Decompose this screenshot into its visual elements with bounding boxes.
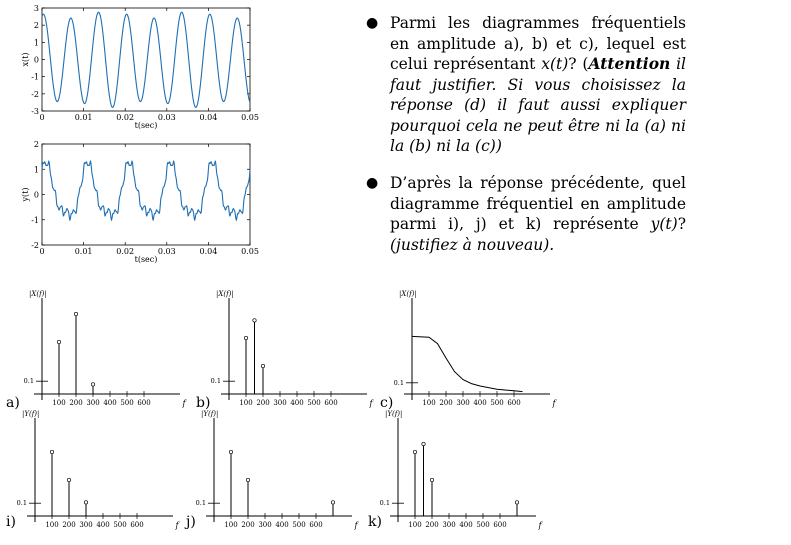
xt-xlabel: t(sec) [134, 121, 158, 130]
panel-b-xtick-label: 100 [239, 399, 253, 407]
panel-k-stem-head [413, 450, 416, 453]
yt-xtick-label: 0.04 [199, 247, 218, 256]
panel-c-xtick-label: 400 [473, 399, 487, 407]
panel-c-xtick-label: 500 [490, 399, 504, 407]
panel-j-xtick-label: 300 [258, 521, 272, 529]
panel-i-stem-head [84, 501, 87, 504]
panel-i-xtick-label: 200 [62, 521, 76, 529]
panel-j-ylabel: |Y(f)| [201, 410, 219, 418]
panel-c-curve [412, 336, 523, 391]
panel-a-stem-head [57, 340, 60, 343]
panel-a-xtick-label: 300 [86, 399, 100, 407]
yt-xtick-label: 0 [39, 247, 45, 256]
panel-a-xtick-label: 600 [137, 399, 151, 407]
q1-text-c: il faut justifier. Si vous choisissez la réponse (d) il faut aussi expliquer pourquoi cela ne peut être ni la (a) ni la (b) ni la (c)) [390, 55, 686, 155]
xt-signal-line [42, 12, 250, 107]
panel-c-ylabel: |X(f)| [399, 290, 417, 298]
panel-k [368, 410, 544, 530]
panel-k-xtick-label: 300 [442, 521, 456, 529]
panel-i-ref-label: 0.1 [16, 499, 27, 508]
panel-k-stem-head [422, 442, 425, 445]
yt-xtick-label: 0.03 [157, 247, 176, 256]
panel-b-xlabel: f [369, 399, 373, 408]
xt-ylabel: x(t) [21, 52, 30, 67]
panel-i-stem-head [67, 478, 70, 481]
panel-b-ref-label: 0.1 [210, 377, 221, 386]
panel-a-xtick-label: 200 [69, 399, 83, 407]
panel-a-xtick-label: 100 [52, 399, 66, 407]
panel-a-stem-head [74, 312, 77, 315]
panel-c-xlabel: f [552, 399, 556, 408]
panel-i-label: i) [6, 514, 16, 530]
q2-text-b: ? [677, 215, 686, 233]
panel-b-stem-head [244, 336, 247, 339]
panel-j-stem-head [246, 478, 249, 481]
q2-text-c: (justifiez à nouveau). [390, 235, 555, 254]
panel-b [196, 290, 375, 411]
q1-text-b: ? ( [568, 55, 589, 73]
q1-text-a: Parmi les diagrammes fréquentiels en amplitude a), b) et c), lequel est celui représentant [390, 14, 686, 73]
panel-j-stem-head [331, 501, 334, 504]
xt-ytick-label: 2 [33, 21, 39, 31]
xt-ytick-label: 3 [33, 4, 39, 13]
yt-ytick-label: -1 [31, 215, 39, 225]
xt-xtick-label: 0.03 [157, 113, 176, 122]
panel-i-xtick-label: 400 [96, 521, 110, 529]
panel-i-xtick-label: 100 [45, 521, 59, 529]
yt-ytick-label: 2 [33, 140, 39, 149]
q1-attention: Attention [588, 54, 671, 73]
xt-plot [21, 4, 259, 130]
panel-j-xtick-label: 400 [275, 521, 289, 529]
panel-b-stem-head [253, 319, 256, 322]
xt-ytick-label: -2 [31, 89, 39, 99]
xt-xtick-label: 0 [39, 113, 45, 122]
panel-k-xtick-label: 100 [408, 521, 422, 529]
yt-ytick-label: 1 [33, 165, 39, 175]
panel-a-ylabel: |X(f)| [29, 290, 47, 298]
xt-xtick-label: 0.04 [199, 113, 218, 122]
panel-i-xtick-label: 300 [79, 521, 93, 529]
panel-a [6, 290, 188, 411]
yt-xlabel: t(sec) [134, 255, 158, 264]
panel-i [6, 410, 181, 530]
panel-a-label: a) [6, 395, 20, 411]
panel-i-ylabel: |Y(f)| [22, 410, 40, 418]
bullet-icon: ● [366, 175, 379, 191]
panel-i-stem-head [50, 450, 53, 453]
panel-b-ylabel: |X(f)| [216, 290, 234, 298]
panel-i-xlabel: f [175, 521, 179, 530]
panel-a-xlabel: f [182, 399, 186, 408]
question-2 [368, 173, 686, 255]
panel-a-ref-label: 0.1 [23, 377, 34, 386]
yt-xtick-label: 0.05 [241, 247, 259, 256]
bullet-icon: ● [366, 15, 379, 31]
panel-j [184, 410, 360, 530]
panel-j-label: j) [186, 514, 196, 530]
panel-c-ref-label: 0.1 [393, 378, 404, 387]
xt-ytick-label: 1 [33, 38, 39, 48]
panel-k-stem-head [515, 501, 518, 504]
panel-i-xtick-label: 500 [113, 521, 127, 529]
panel-k-xlabel: f [538, 521, 542, 530]
panel-j-xtick-label: 500 [292, 521, 306, 529]
xt-ytick-label: -3 [31, 107, 39, 116]
panel-a-xtick-label: 500 [120, 399, 134, 407]
panel-k-ylabel: |Y(f)| [385, 410, 403, 418]
panel-k-xtick-label: 500 [476, 521, 490, 529]
question-1 [368, 13, 686, 157]
q1-math: x(t) [541, 55, 569, 73]
panel-b-xtick-label: 500 [307, 399, 321, 407]
xt-xtick-label: 0.02 [116, 113, 135, 122]
panel-k-label: k) [368, 514, 382, 530]
panel-k-stem-head [430, 478, 433, 481]
yt-xtick-label: 0.01 [74, 247, 93, 256]
yt-axes-frame [42, 144, 250, 245]
panel-i-xtick-label: 600 [130, 521, 144, 529]
xt-ytick-label: 0 [33, 55, 39, 65]
panel-k-ref-label: 0.1 [379, 499, 390, 508]
panel-j-xlabel: f [354, 521, 358, 530]
panel-c-xtick-label: 600 [507, 399, 521, 407]
panel-b-xtick-label: 200 [256, 399, 270, 407]
panel-c-xtick-label: 300 [456, 399, 470, 407]
panel-k-xtick-label: 400 [459, 521, 473, 529]
yt-signal-line [42, 161, 250, 220]
panel-b-xtick-label: 300 [273, 399, 287, 407]
panel-b-label: b) [196, 395, 211, 411]
xt-xtick-label: 0.05 [241, 113, 259, 122]
yt-xtick-label: 0.02 [116, 247, 135, 256]
yt-ytick-label: -2 [31, 241, 39, 250]
panel-j-xtick-label: 600 [309, 521, 323, 529]
panel-j-xtick-label: 100 [224, 521, 238, 529]
yt-plot [21, 140, 259, 264]
panel-b-xtick-label: 400 [290, 399, 304, 407]
panel-j-stem-head [229, 450, 232, 453]
panel-b-xtick-label: 600 [324, 399, 338, 407]
panel-c [380, 290, 558, 411]
panel-b-stem-head [261, 364, 264, 367]
panel-c-label: c) [380, 395, 394, 411]
panel-a-stem-head [91, 383, 94, 386]
panel-k-xtick-label: 200 [425, 521, 439, 529]
yt-ylabel: y(t) [21, 187, 30, 202]
xt-ytick-label: -1 [31, 72, 39, 82]
q2-text-a: D’après la réponse précédente, quel diagramme fréquentiel en amplitude parmi i), j) et k) représente [390, 174, 686, 233]
q2-math: y(t) [650, 215, 678, 233]
yt-ytick-label: 0 [33, 190, 39, 200]
panel-c-xtick-label: 200 [439, 399, 453, 407]
panel-c-xtick-label: 100 [422, 399, 436, 407]
panel-a-xtick-label: 400 [103, 399, 117, 407]
panel-j-xtick-label: 200 [241, 521, 255, 529]
xt-xtick-label: 0.01 [74, 113, 93, 122]
panel-j-ref-label: 0.1 [195, 499, 206, 508]
panel-k-xtick-label: 600 [493, 521, 507, 529]
